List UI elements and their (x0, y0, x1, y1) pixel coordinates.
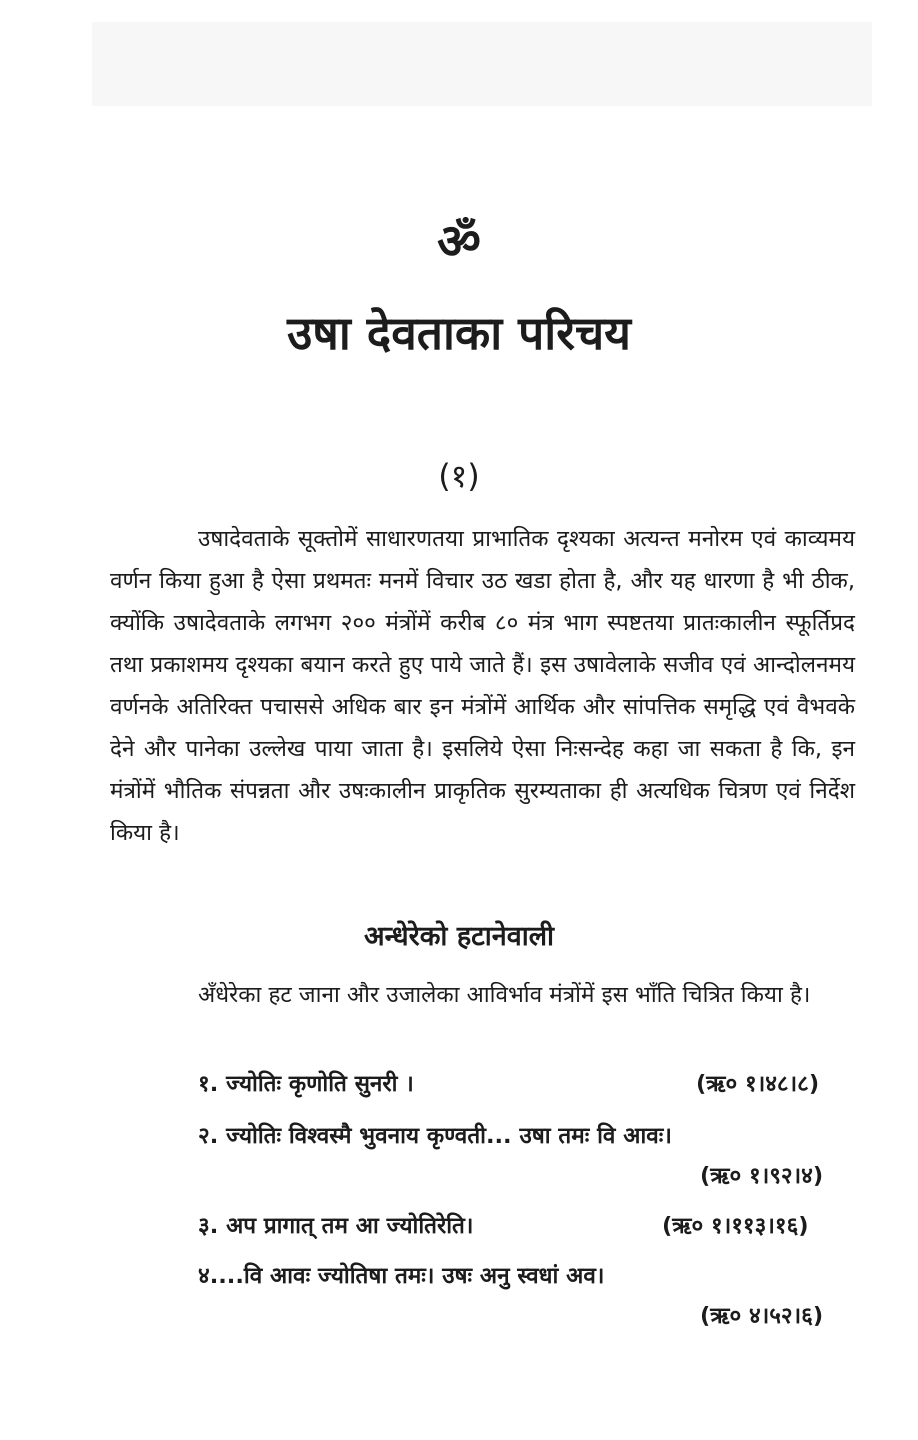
section-subheading: अन्धेरेको हटानेवाली (363, 921, 555, 952)
page-title: उषा देवताका परिचय (287, 306, 631, 360)
header-band (92, 22, 872, 106)
paragraph-intro: उषादेवताके सूक्तोमें साधारणतया प्राभातिक दृश्यका अत्यन्त मनोरम एवं काव्यमय वर्णन किया हुआ है ऐसा प्रथमतः मनमें विचार उठ खडा होता है, और यह धारणा है भी ठीक, क्योंकि उषादेवताके लगभग २०० मंत्रोंमें करीब ८० मंत्र भाग स्पष्टतया प्रातःकालीन स्फूर्तिप्रद तथा प्रकाशमय दृश्यका बयान करते हुए पाये जाते हैं। इस उषावेलाके सजीव एवं आन्दोलनमय वर्णनके अतिरिक्त पचाससे अधिक बार इन मंत्रोंमें आर्थिक और सांपत्तिक समृद्धि एवं वैभवके देने और पानेका उल्लेख पाया जाता है। इसलिये ऐसा निःसन्देह कहा जा सकता है कि, इन मंत्रोंमें भौतिक संपन्नता और उषःकालीन प्राकृतिक सुरम्यताका ही अत्यधिक चित्रण एवं निर्देश किया है। (110, 526, 855, 846)
om-symbol: ॐ (437, 214, 481, 270)
verse-3: ३. अप प्रागात् तम आ ज्योतिरेति। (198, 1213, 474, 1239)
section-number: (१) (438, 457, 480, 495)
verse-2-reference: (ऋ० १।९२।४) (700, 1163, 824, 1189)
verse-1: १. ज्योतिः कृणोति सुनरी । (198, 1071, 414, 1097)
verse-4-reference: (ऋ० ४।५२।६) (700, 1303, 824, 1329)
verse-4: ४....वि आवः ज्योतिषा तमः। उषः अनु स्वधां अव। (198, 1263, 605, 1289)
paragraph-description: अँधेरेका हट जाना और उजालेका आविर्भाव मंत्रोंमें इस भाँति चित्रित किया है। (198, 982, 811, 1008)
verse-1-reference: (ऋ० १।४८।८) (696, 1071, 820, 1097)
verse-2: २. ज्योतिः विश्वस्मै भुवनाय कृण्वती... उषा तमः वि आवः। (198, 1123, 672, 1149)
verse-3-reference: (ऋ० १।११३।१६) (662, 1213, 809, 1239)
